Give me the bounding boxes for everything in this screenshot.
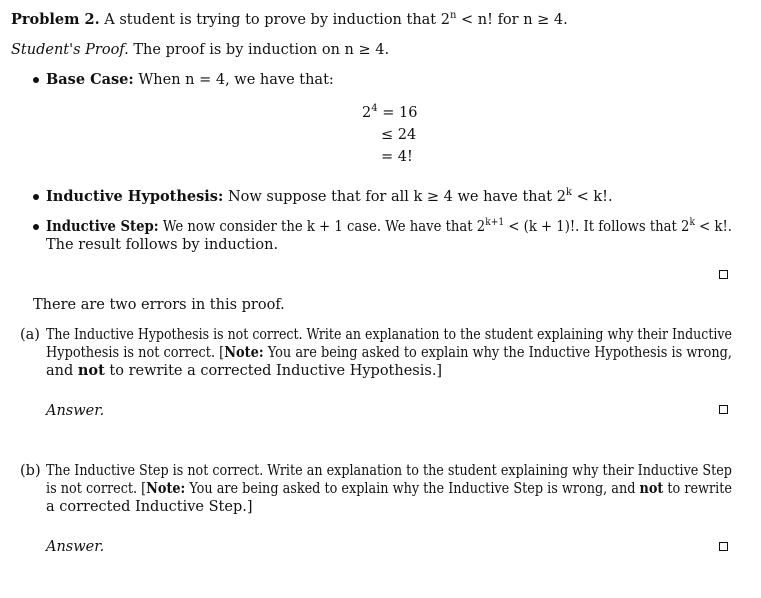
hypothesis-text: Now suppose that for all k ≥ 4 we have that $2^k < k$!. [227,187,613,205]
part-a-answer-label: Answer. [46,403,105,419]
proof-label: Student's Proof. [11,42,129,58]
part-b-qed-square-icon [719,542,728,551]
part-b-line1: The Inductive Step is not correct. Write an explanation to the student explaining why their Inductive Step [46,463,732,479]
part-b-line2: is not correct. [Note: You are being asked to explain why the Inductive Step is wrong, and not to rewrite [46,480,732,497]
inductive-step [46,218,732,236]
proof-intro [11,41,389,59]
problem-text: A student is trying to prove by induction that $2^n < n$! for n ≥ 4. [104,10,568,28]
step-text: We now consider the k + 1 case. We have that $2^{k+1} < (k + 1)$!. It follows that $2^k < k$!. [162,217,732,235]
bullet-hypothesis [33,194,39,200]
base-case-text: When n = 4, we have that: [138,72,334,88]
step-label: Inductive Step: [46,218,159,235]
part-b-note-label: Note: [146,480,186,497]
part-a-qed-square-icon [719,405,728,414]
qed-square-icon [719,270,728,279]
base-eq-line3: = 4! [381,149,413,165]
part-a-line1: The Inductive Hypothesis is not correct. Write an explanation to the student explaining why their Inductive [46,327,732,343]
part-a-line3: and not to rewrite a corrected Inductive Hypothesis.] [46,362,443,379]
step-conclusion: The result follows by induction. [46,237,279,253]
part-a-note-label: Note: [224,344,264,361]
problem-label: Problem 2. [11,11,100,28]
base-case [46,71,334,89]
base-eq-line1: $2^4 = 16$ [362,103,418,121]
part-b-line3: a corrected Inductive Step.] [46,499,253,515]
part-a-label: (a) [20,327,40,343]
base-eq-line2: ≤ 24 [381,127,417,143]
part-b-label: (b) [20,463,41,479]
part-b-answer-label: Answer. [46,539,105,555]
inductive-hypothesis [46,188,613,206]
base-case-label: Base Case: [46,71,134,88]
part-a-line2: Hypothesis is not correct. [Note: You are being asked to explain why the Inductive Hypothesis is wrong, [46,344,733,361]
proof-intro-text: The proof is by induction on n ≥ 4. [133,42,390,58]
errors-intro: There are two errors in this proof. [33,297,285,313]
hypothesis-label: Inductive Hypothesis: [46,188,224,205]
bullet-step [33,224,39,230]
bullet-base-case [33,77,39,83]
problem-statement [11,11,568,29]
